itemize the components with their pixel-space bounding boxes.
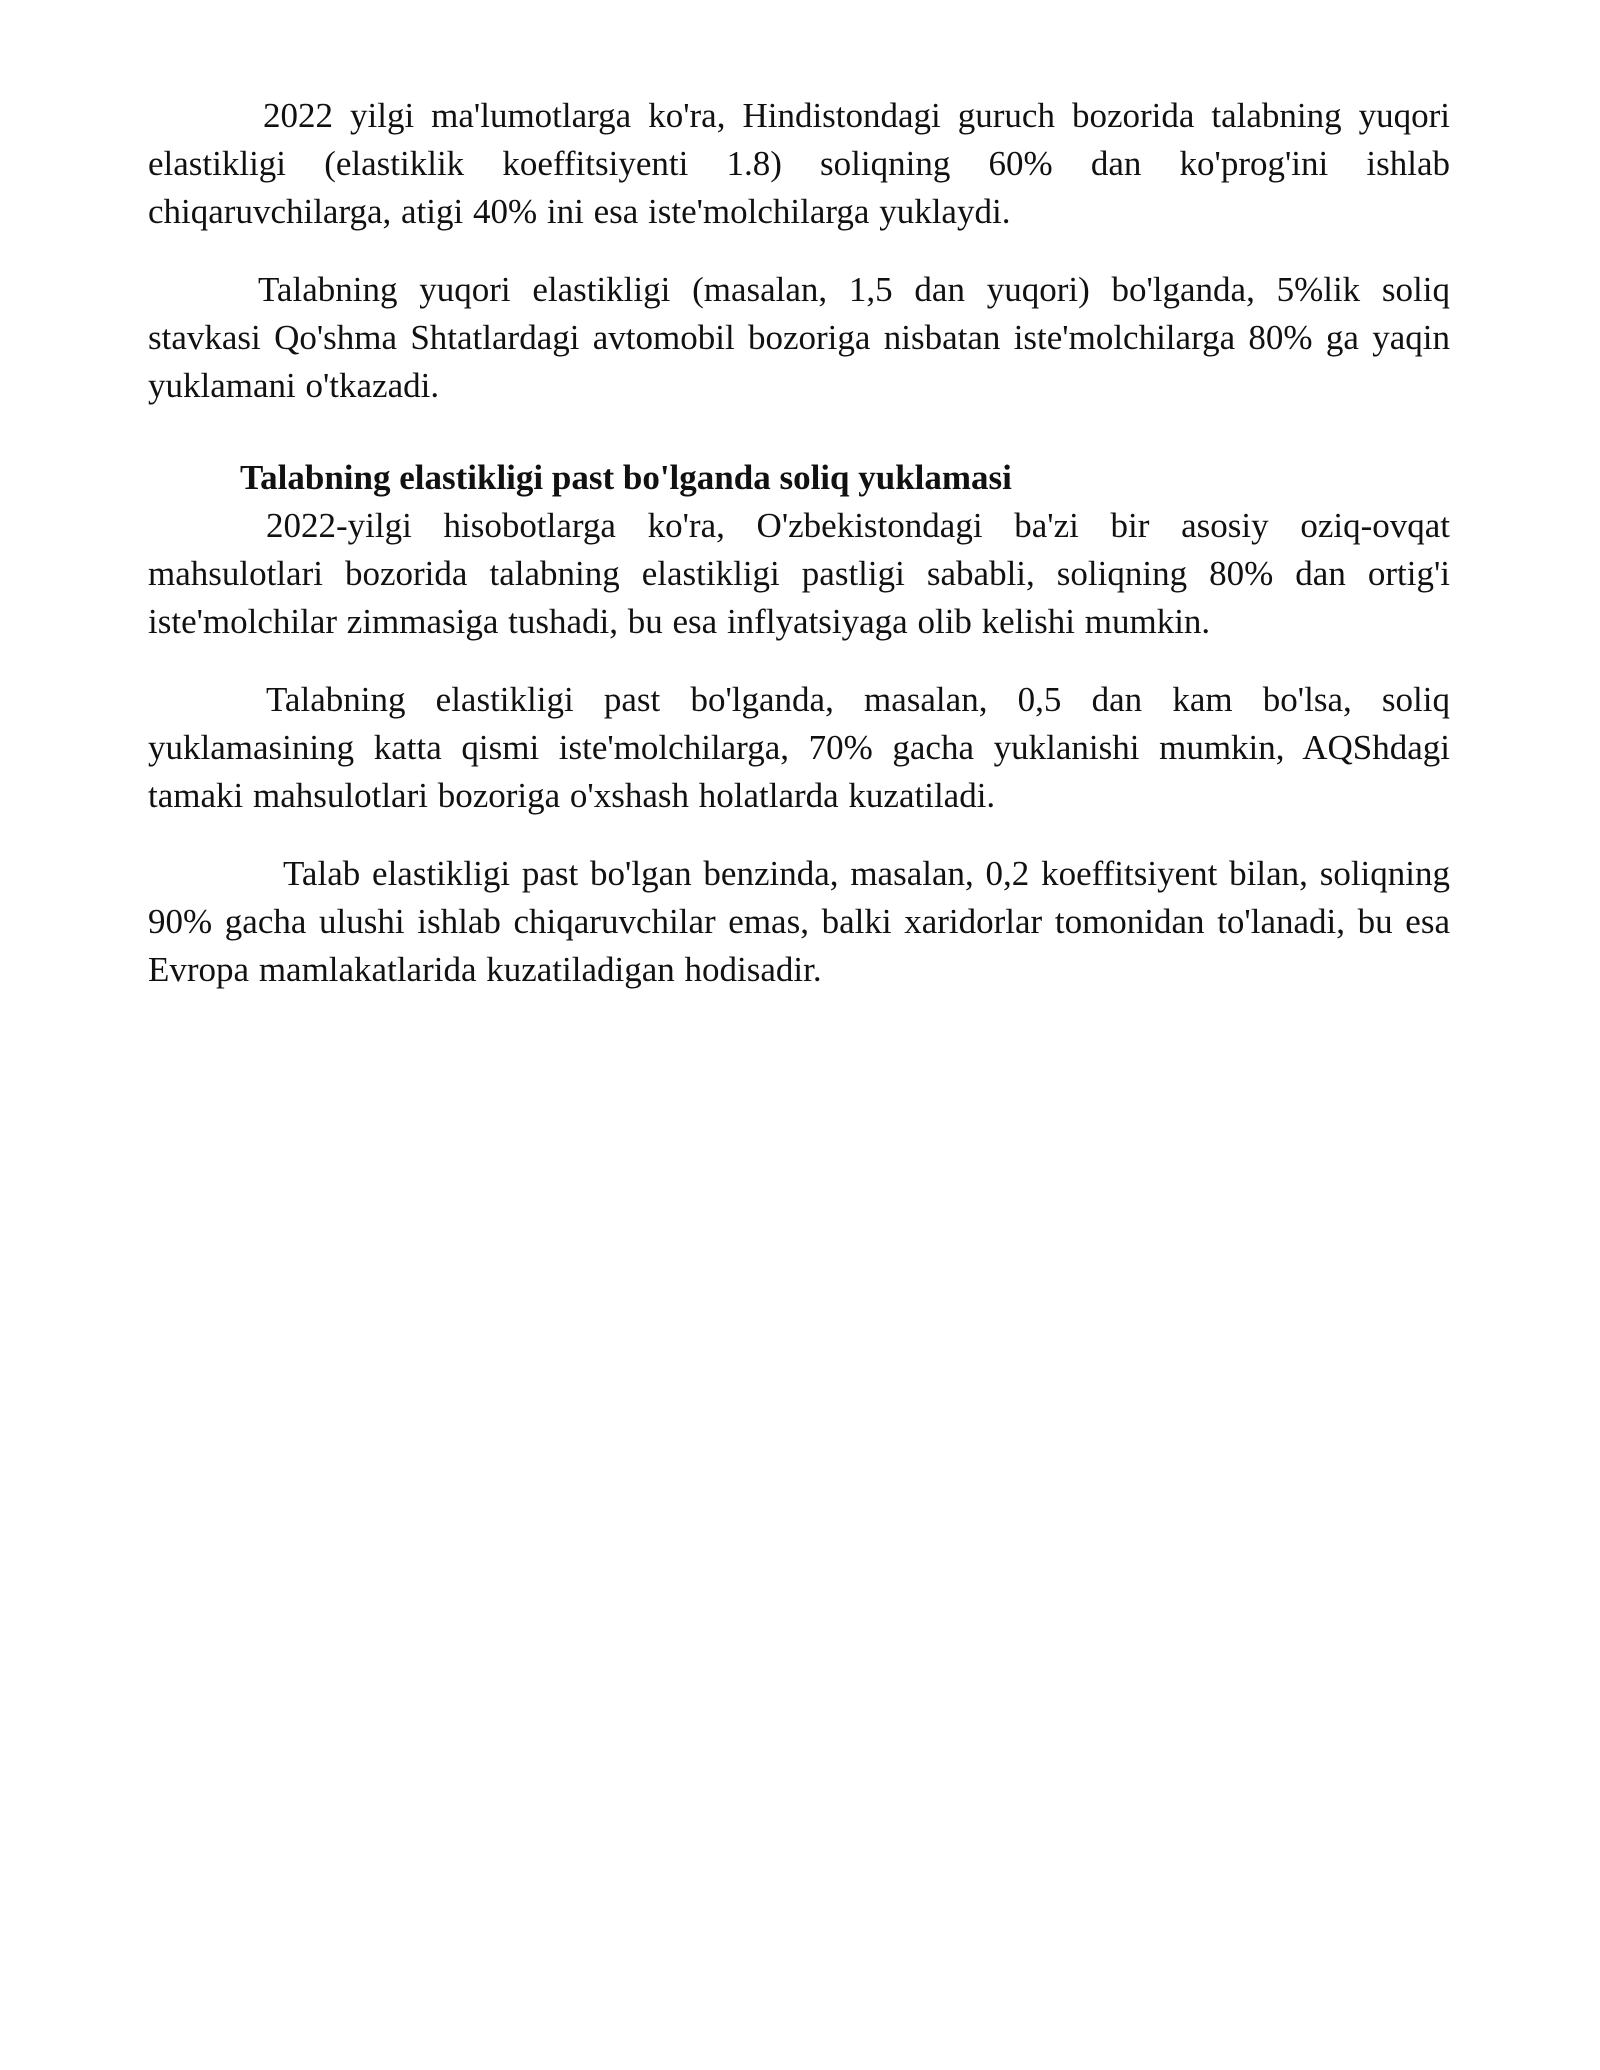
paragraph-car-market-elasticity: Talabning yuqori elastikligi (masalan, 1,5 dan yuqori) bo'lganda, 5%lik soliq stavkasi Qo'shma Shtatlardagi avtomobil bozoriga nisbatan iste'molchilarga 80% ga yaqin yuklamani o'tkazadi.: [148, 270, 1450, 405]
paragraph-uzbekistan-food-market: 2022-yilgi hisobotlarga ko'ra, O'zbekistondagi ba'zi bir asosiy oziq-ovqat mahsulotlari bozorida talabning elastikligi pastligi sababli, soliqning 80% dan ortig'i iste'molchilar zimmasiga tushadi, bu esa inflyatsiyaga olib kelishi mumkin.: [148, 506, 1450, 641]
paragraph-rice-market-elasticity: 2022 yilgi ma'lumotlarga ko'ra, Hindistondagi guruch bozorida talabning yuqori elastikligi (elastiklik koeffitsiyenti 1.8) soliqning 60% dan ko'prog'ini ishlab chiqaruvchilarga, atigi 40% ini esa iste'molchilarga yuklaydi.: [148, 96, 1450, 231]
paragraph-gasoline-market: Talab elastikligi past bo'lgan benzinda, masalan, 0,2 koeffitsiyent bilan, soliqning 90% gacha ulushi ishlab chiqaruvchilar emas, balki xaridorlar tomonidan to'lanadi, bu esa Evropa mamlakatlarida kuzatiladigan hodisadir.: [148, 854, 1450, 989]
document-body: [148, 92, 1450, 994]
paragraph-tobacco-market: Talabning elastikligi past bo'lganda, masalan, 0,5 dan kam bo'lsa, soliq yuklamasining katta qismi iste'molchilarga, 70% gacha yuklanishi mumkin, AQShdagi tamaki mahsulotlari bozoriga o'xshash holatlarda kuzatiladi.: [148, 680, 1450, 815]
section-heading: Talabning elastikligi past bo'lganda soliq yuklamasi: [240, 458, 1012, 497]
